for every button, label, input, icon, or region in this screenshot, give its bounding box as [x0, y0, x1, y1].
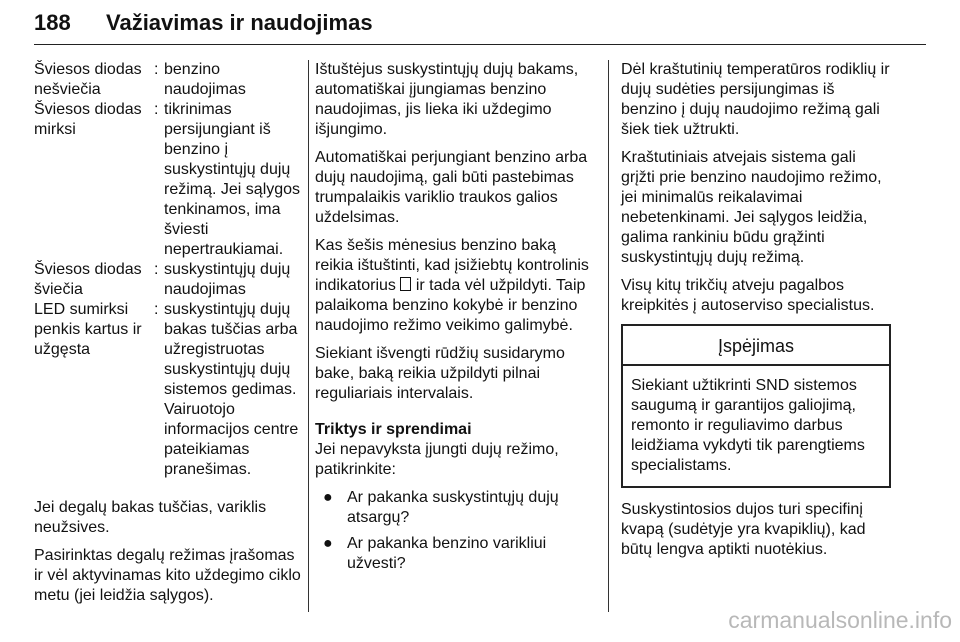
- paragraph: Siekiant išvengti rūdžių susidarymo bake, baką reikia užpildyti pilnai reguliariais intervalais.: [315, 345, 565, 402]
- column-middle: [315, 60, 597, 580]
- paragraph: Jei degalų bakas tuščias, variklis neužsives.: [34, 499, 267, 536]
- bullet-icon: ●: [323, 489, 333, 506]
- section-heading: Triktys ir sprendimai: [315, 421, 472, 438]
- bullet-icon: ●: [323, 535, 333, 552]
- table-label: LED sumirksi penkis kartus ir užgęsta: [34, 301, 142, 358]
- text-span: ir tada vėl užpildyti. Taip palaikoma benzino kokybė ir benzino naudojimo režimo veikimo galimybė.: [315, 277, 586, 334]
- table-label: Šviesos diodas šviečia: [34, 261, 142, 298]
- column-right: [621, 60, 891, 568]
- table-label: Šviesos diodas mirksi: [34, 101, 142, 138]
- table-colon: :: [154, 101, 159, 118]
- table-row: [34, 260, 302, 300]
- column-divider: [608, 60, 609, 612]
- table-colon: :: [154, 301, 159, 318]
- table-label: Šviesos diodas nešviečia: [34, 61, 142, 98]
- list-item-text: Ar pakanka suskystintųjų dujų atsargų?: [347, 489, 559, 526]
- paragraph: Visų kitų trikčių atveju pagalbos kreipkitės į autoserviso specialistus.: [621, 277, 875, 314]
- fuel-gauge-icon: [400, 277, 411, 291]
- list-item-text: Ar pakanka benzino varikliui užvesti?: [347, 535, 547, 572]
- paragraph: [315, 236, 597, 336]
- paragraph: Kraštutiniais atvejais sistema gali grįžti prie benzino naudojimo režimo, jei minimalūs reikalavimai nebetenkinami. Jei sąlygos leidžia, galima rankiniu būdu grąžinti suskystintųjų dujų režimą.: [621, 149, 882, 266]
- paragraph: Pasirinktas degalų režimas įrašomas ir vėl aktyvinamas kito uždegimo ciklo metu (jei leidžia sąlygos).: [34, 547, 301, 604]
- column-left: [34, 60, 302, 614]
- table-value: suskystintųjų dujų naudojimas: [164, 261, 291, 298]
- warning-box: [621, 324, 891, 488]
- paragraph: Jei nepavyksta įjungti dujų režimo, patikrinkite:: [315, 441, 559, 478]
- table-value: benzino naudojimas: [164, 61, 246, 98]
- table-row: [34, 100, 302, 260]
- list-item: [315, 534, 597, 574]
- page-number: 188: [34, 10, 71, 35]
- page-header: [34, 8, 926, 45]
- warning-body: Siekiant užtikrinti SND sistemos saugumą ir garantijos galiojimą, remonto ir reguliavimo darbus leidžiama vykdyti tik parengtiems specialistams.: [631, 377, 865, 474]
- text-span: Kas šešis mėnesius benzino baką reikia ištuštinti, kad įsižiebtų kontrolinis indikatorius: [315, 237, 589, 294]
- table-row: [34, 300, 302, 480]
- table-value: tikrinimas persijungiant iš benzino į suskystintųjų dujų režimą. Jei sąlygos tenkinamos, ima šviesti nepertraukiamai.: [164, 101, 301, 258]
- list-item: [315, 488, 597, 528]
- column-divider: [308, 60, 309, 612]
- paragraph: Automatiškai perjungiant benzino arba dujų naudojimą, gali būti pastebimas trumpalaikis variklio traukos galios uždelsimas.: [315, 149, 588, 226]
- warning-title: Įspėjimas: [623, 326, 889, 366]
- table-colon: :: [154, 61, 159, 78]
- paragraph: Dėl kraštutinių temperatūros rodiklių ir dujų sudėties persijungimas iš benzino į dujų naudojimo režimą gali šiek tiek užtrukti.: [621, 61, 890, 138]
- watermark: carmanualsonline.info: [728, 607, 952, 633]
- paragraph: Ištuštėjus suskystintųjų dujų bakams, automatiškai įjungiamas benzino naudojimas, jis lieka iki uždegimo išjungimo.: [315, 61, 579, 138]
- table-colon: :: [154, 261, 159, 278]
- table-row: [34, 60, 302, 100]
- table-value: suskystintųjų dujų bakas tuščias arba užregistruotas suskystintųjų dujų sistemos gedimas. Vairuotojo informacijos centre pateikiamas pranešimas.: [164, 301, 299, 478]
- paragraph: Suskystintosios dujos turi specifinį kvapą (sudėtyje yra kvapiklių), kad būtų lengva aptikti nuotėkius.: [621, 501, 866, 558]
- page-title: Važiavimas ir naudojimas: [106, 10, 373, 35]
